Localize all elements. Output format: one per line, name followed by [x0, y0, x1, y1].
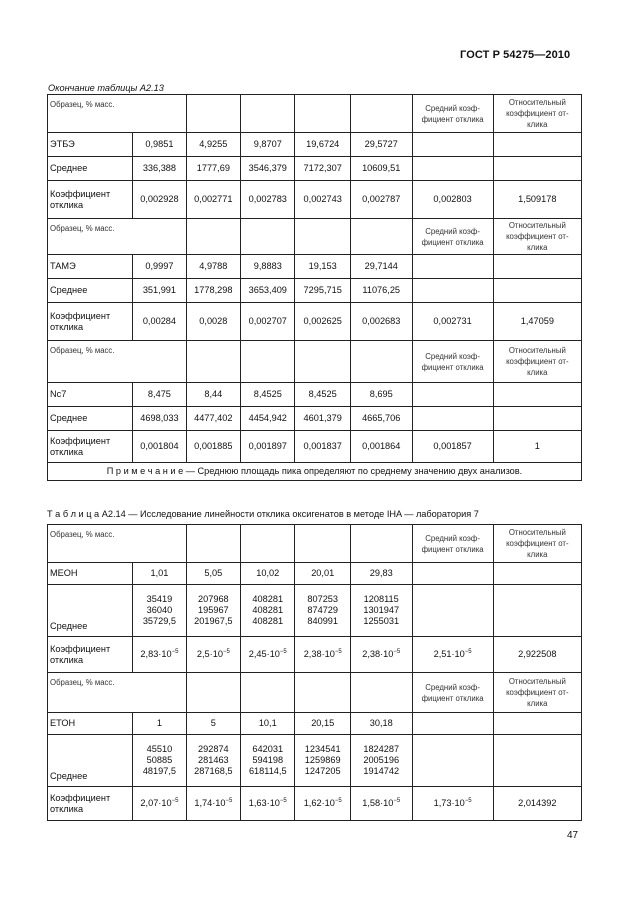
- average-row: Среднее 336,388 1777,69 3546,379 7172,307 10609,51: [48, 157, 582, 181]
- page-number: 47: [567, 830, 579, 841]
- average-row: Среднее 351,991 1778,298 3653,409 7295,715 11076,25: [48, 279, 582, 303]
- rel-coef: 1: [493, 431, 581, 463]
- average-row: Среднее 4698,033 4477,402 4454,942 4601,379 4665,706: [48, 407, 582, 431]
- response-coef-row: Коэффициент отклика $2,07\cdot 10^{-5}$ $1,74\cdot 10^{-5}$ $1,63\cdot 10^{-5}$ $1,62\cdot 10^{-5}$ $1,58\cdot 10^{-5}$ $1,73\cdot 10^{-5}$ 2,014392: [48, 787, 582, 821]
- table-note-row: [48, 463, 582, 481]
- average-row: Среднее 35419 36040 35729,5 207968 195967 201967,5 408281 408281 408281 807253 874729 840991 1208115 1301947 1255031: [48, 585, 582, 637]
- sample-row: ЭТБЭ 0,9851 4,9255 9,8707 19,6724 29,5727: [48, 133, 582, 157]
- response-coef-row: Коэффициент отклика 0,00284 0,0028 0,002707 0,002625 0,002683 0,002731 1,47059: [48, 303, 582, 341]
- table-a2-14: [47, 524, 582, 821]
- table-header-row: [48, 95, 582, 133]
- table-header-row: Образец, % масс. Средний коэф- фициент отклика Относительный коэффициент от- клика: [48, 219, 582, 255]
- mean-coef: $1,73\cdot 10^{-5}$: [412, 787, 493, 821]
- table-note: П р и м е ч а н и е — Среднюю площадь пика определяют по среднему значению двух анализов.: [48, 463, 582, 481]
- substance-name: Nc7: [48, 383, 133, 407]
- table-a214-caption: Т а б л и ц а А2.14 — Исследование линейности отклика оксигенатов в методе IHA — лаборатория 7: [47, 509, 479, 519]
- substance-name: ЕТОН: [48, 713, 133, 735]
- mean-coef: $2,51\cdot 10^{-5}$: [412, 637, 493, 673]
- rel-coef: 2,014392: [493, 787, 581, 821]
- sample-row: ТАМЭ 0,9997 4,9788 9,8883 19,153 29,7144: [48, 255, 582, 279]
- substance-name: ТАМЭ: [48, 255, 133, 279]
- substance-name: ЭТБЭ: [48, 133, 133, 157]
- table-header-row: Образец, % масс. Средний коэф- фициент отклика Относительный коэффициент от- клика: [48, 673, 582, 713]
- rel-coef-header: Относительный коэффициент от- клика: [493, 95, 581, 133]
- table-a213-caption: Окончание таблицы А2.13: [48, 83, 164, 93]
- rel-coef: 2,922508: [493, 637, 581, 673]
- average-row: Среднее 45510 50885 48197,5 292874 281463 287168,5 642031 594198 618114,5 1234541 1259869 1247205 1824287 2005196 1914742: [48, 735, 582, 787]
- sample-row: ЕТОН 1 5 10,1 20,15 30,18: [48, 713, 582, 735]
- standard-header: ГОСТ Р 54275—2010: [460, 49, 571, 61]
- mean-coef: 0,002803: [412, 181, 493, 219]
- table-header-row: Образец, % масс. Средний коэф- фициент отклика Относительный коэффициент от- клика: [48, 525, 582, 563]
- table-header-row: Образец, % масс. Средний коэф- фициент отклика Относительный коэффициент от- клика: [48, 341, 582, 383]
- mean-coef: 0,002731: [412, 303, 493, 341]
- sample-header: Образец, % масс.: [48, 95, 187, 133]
- mean-coef: 0,001857: [412, 431, 493, 463]
- response-coef-row: Коэффициент отклика 0,001804 0,001885 0,001897 0,001837 0,001864 0,001857 1: [48, 431, 582, 463]
- rel-coef: 1,47059: [493, 303, 581, 341]
- sample-row: МЕОН 1,01 5,05 10,02 20,01 29,83: [48, 563, 582, 585]
- response-coef-row: Коэффициент отклика $2,83\cdot 10^{-5}$ $2,5\cdot 10^{-5}$ $2,45\cdot 10^{-5}$ $2,38\cdot 10^{-5}$ $2,38\cdot 10^{-5}$ $2,51\cdot 10^{-5}$ 2,922508: [48, 637, 582, 673]
- table-a2-13: [47, 94, 582, 481]
- sample-row: Nc7 8,475 8,44 8,4525 8,4525 8,695: [48, 383, 582, 407]
- substance-name: МЕОН: [48, 563, 133, 585]
- avg-coef-header: Средний коэф- фициент отклика: [412, 95, 493, 133]
- rel-coef: 1,509178: [493, 181, 581, 219]
- response-coef-row: Коэффициент отклика 0,002928 0,002771 0,002783 0,002743 0,002787 0,002803 1,509178: [48, 181, 582, 219]
